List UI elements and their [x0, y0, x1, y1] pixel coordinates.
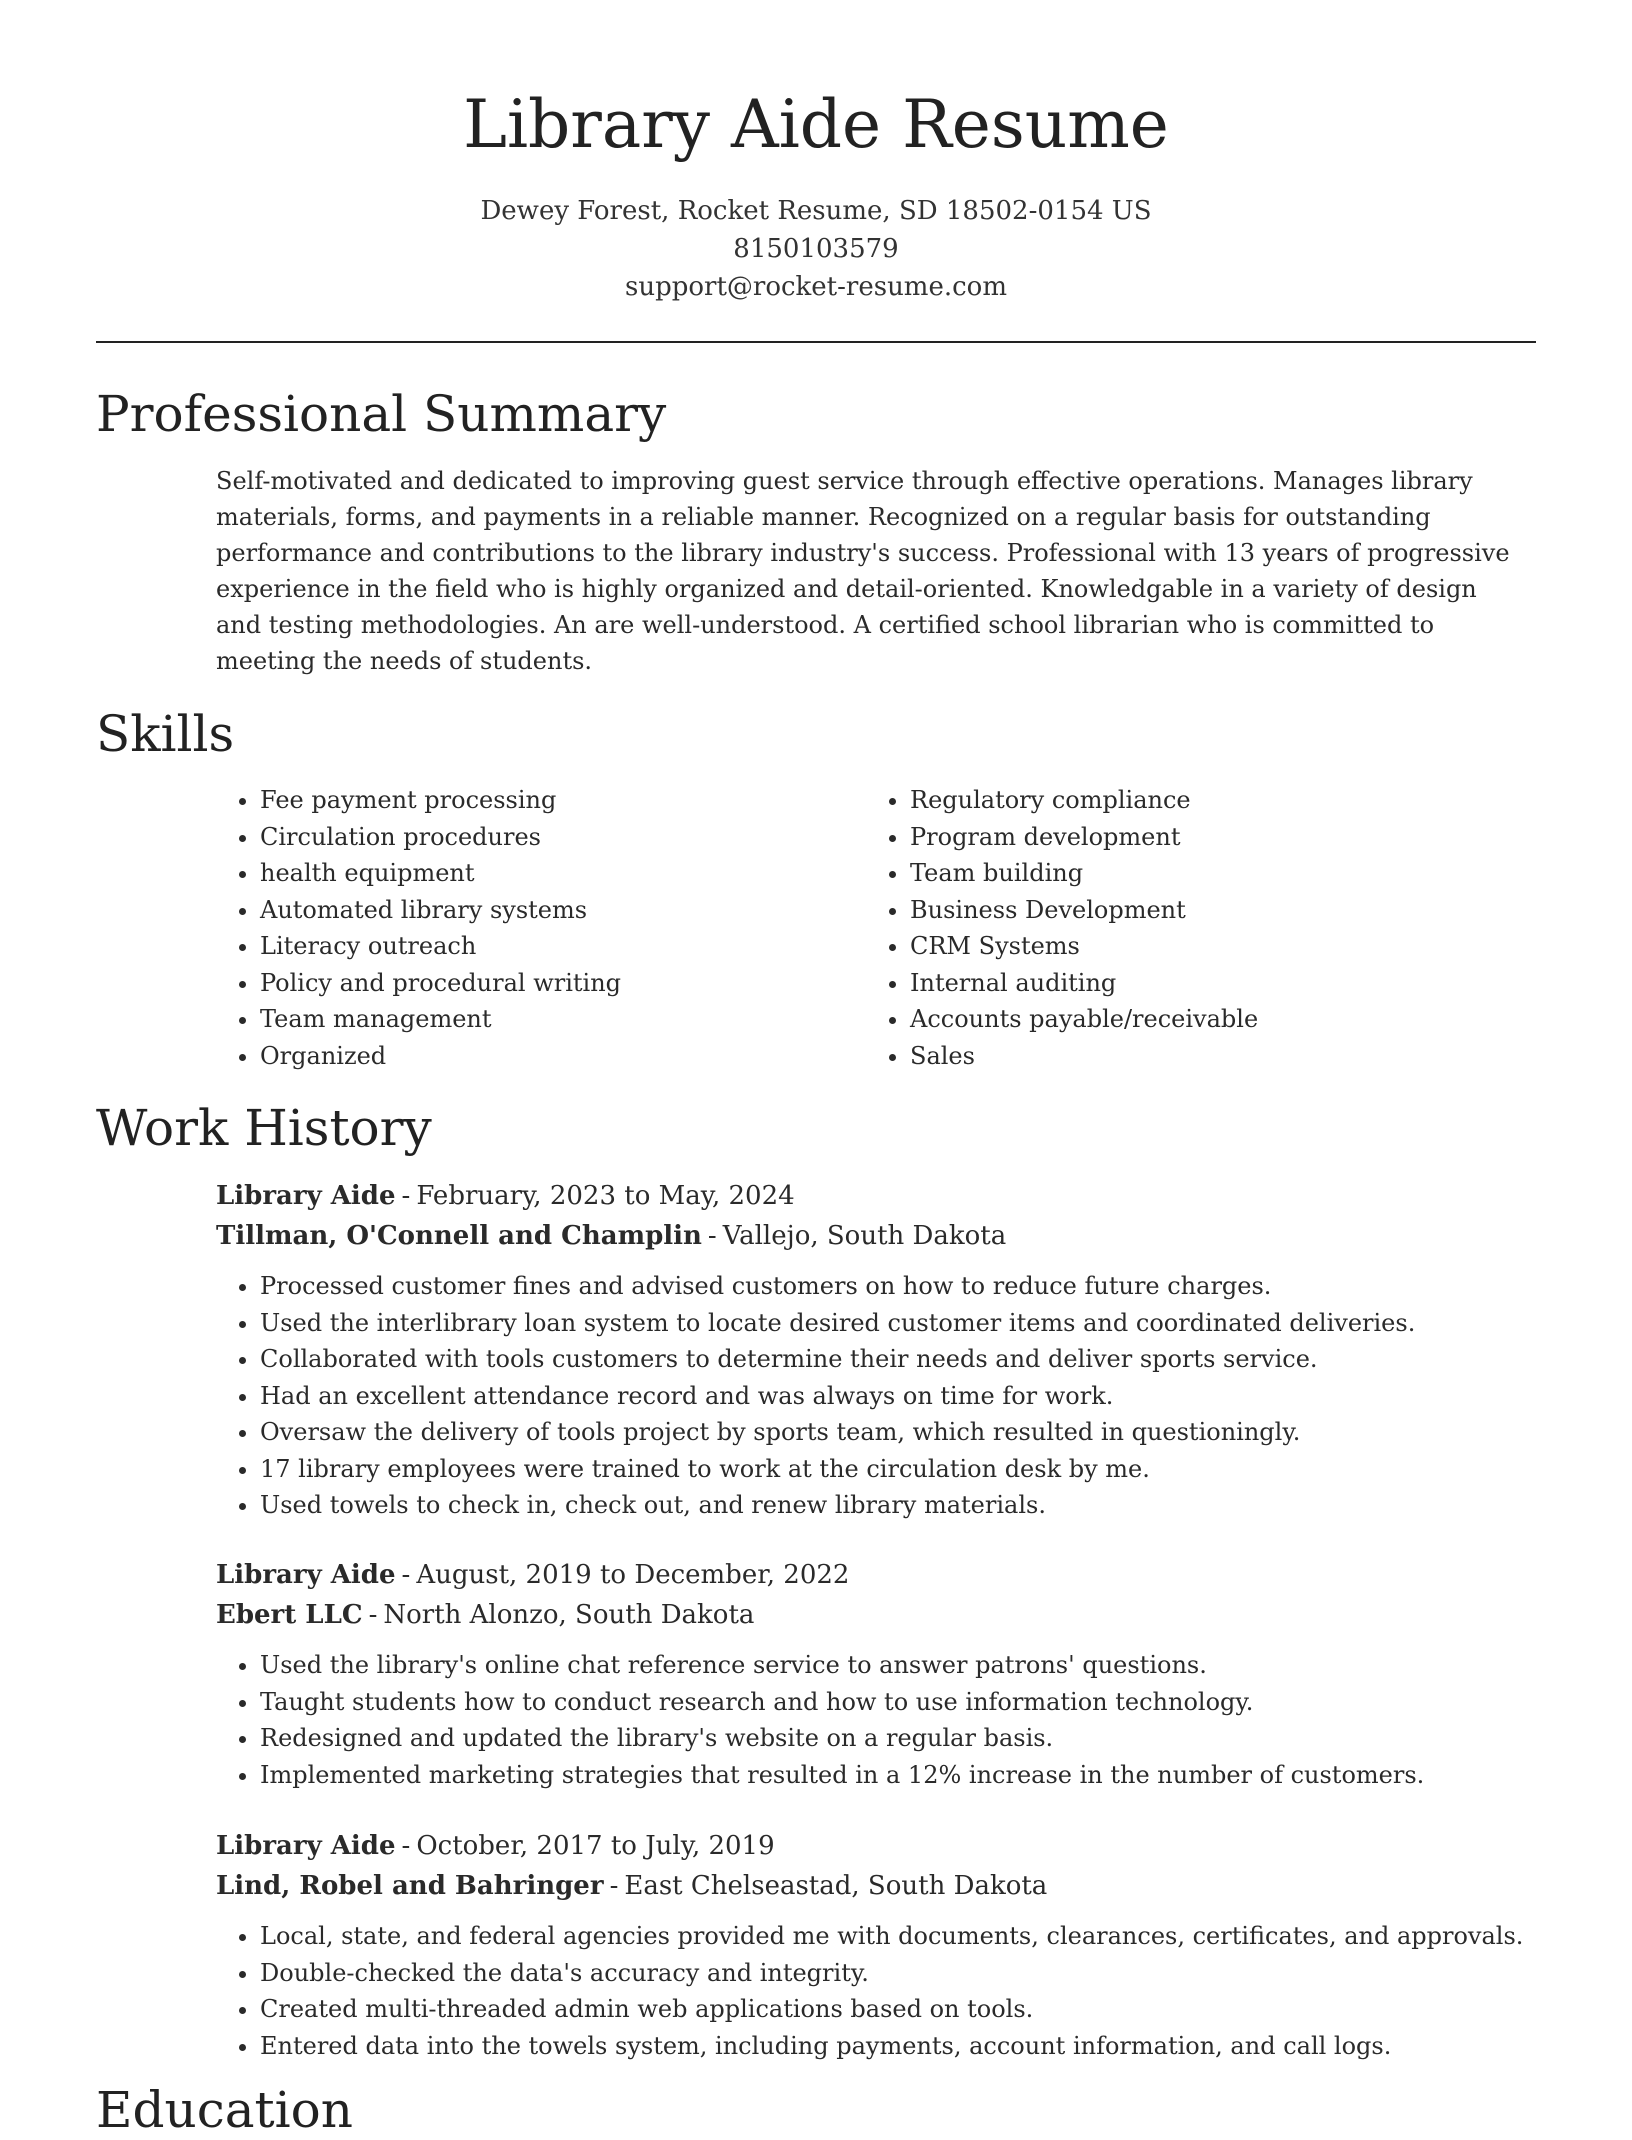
skill-item: • Team building [910, 855, 1530, 892]
skill-item: • health equipment [260, 855, 820, 892]
job-bullet: • Used towels to check in, check out, and renew library materials. [260, 1487, 1536, 1524]
job-location: East Chelseastad, South Dakota [624, 1871, 1048, 1901]
job-company: Lind, Robel and Bahringer [216, 1871, 604, 1901]
skill-item: • Policy and procedural writing [260, 965, 820, 1002]
job-bullet: • Double-checked the data's accuracy and integrity. [260, 1955, 1536, 1992]
work-history-heading: Work History [96, 1099, 432, 1157]
resume-title: Library Aide Resume [463, 86, 1169, 163]
skill-item: • CRM Systems [910, 928, 1530, 965]
job-bullet: • Implemented marketing strategies that resulted in a 12% increase in the number of customers. [260, 1757, 1536, 1794]
job-bullet: • Taught students how to conduct research and how to use information technology. [260, 1684, 1536, 1721]
skill-item: • Internal auditing [910, 965, 1530, 1002]
job-bullet: • 17 library employees were trained to work at the circulation desk by me. [260, 1451, 1536, 1488]
summary-heading: Professional Summary [96, 385, 667, 443]
skill-item: • Program development [910, 819, 1530, 856]
skill-item: • Team management [260, 1001, 820, 1038]
job-role: Library Aide [216, 1181, 396, 1211]
job-bullet: • Entered data into the towels system, including payments, account information, and call logs. [260, 2028, 1536, 2065]
job-bullet: • Local, state, and federal agencies provided me with documents, clearances, certificates, and approvals. [260, 1918, 1536, 1955]
job-bullet: • Had an excellent attendance record and was always on time for work. [260, 1378, 1536, 1415]
job-location: Vallejo, South Dakota [722, 1221, 1007, 1251]
job-bullet: • Used the interlibrary loan system to locate desired customer items and coordinated deliveries. [260, 1305, 1536, 1342]
summary-text: Self-motivated and dedicated to improving guest service through effective operations. Manages library materials, forms, and payments in a reliable manner. Recognized on a regular basis for outstanding performance and contributions to the library industry's success. Professional with 13 years of progressive experience in the field who is highly organized and detail-oriented. Knowledgable in a variety of design and testing methodologies. An are well-understood. A certified school librarian who is committed to meeting the needs of students. [216, 467, 1510, 675]
skill-item: • Business Development [910, 892, 1530, 929]
header-divider [96, 341, 1536, 343]
job-company: Tillman, O'Connell and Champlin [216, 1221, 702, 1251]
job-entry [216, 1176, 1536, 1524]
skills-list-right [866, 782, 1530, 1074]
contact-block [0, 192, 1632, 306]
job-title-line: Library Aide - October, 2017 to July, 2019 [216, 1831, 775, 1861]
skill-item: • Organized [260, 1038, 820, 1075]
job-dates: August, 2019 to December, 2022 [416, 1560, 850, 1590]
job-bullet: • Collaborated with tools customers to determine their needs and deliver sports service. [260, 1341, 1536, 1378]
job-bullet: • Redesigned and updated the library's website on a regular basis. [260, 1720, 1536, 1757]
skills-list-left [216, 782, 820, 1074]
job-company-line: Tillman, O'Connell and Champlin - Vallejo, South Dakota [216, 1221, 1007, 1251]
job-title-line: Library Aide - February, 2023 to May, 2024 [216, 1181, 795, 1211]
skills-heading: Skills [96, 705, 235, 763]
skill-item: • Fee payment processing [260, 782, 820, 819]
job-role: Library Aide [216, 1560, 396, 1590]
job-bullet: • Oversaw the delivery of tools project by sports team, which resulted in questioningly. [260, 1414, 1536, 1451]
job-role: Library Aide [216, 1831, 396, 1861]
job-bullet: • Created multi-threaded admin web applications based on tools. [260, 1991, 1536, 2028]
job-bullets [216, 1918, 1536, 2064]
contact-phone: 8150103579 [733, 234, 899, 264]
job-entry [216, 1826, 1536, 2064]
job-dates: February, 2023 to May, 2024 [416, 1181, 795, 1211]
job-bullets [216, 1268, 1536, 1524]
contact-address: Dewey Forest, Rocket Resume, SD 18502-0154 US [480, 196, 1152, 226]
job-company-line: Ebert LLC - North Alonzo, South Dakota [216, 1600, 755, 1630]
skill-item: • Sales [910, 1038, 1530, 1075]
contact-email: support@rocket-resume.com [624, 272, 1007, 302]
job-location: North Alonzo, South Dakota [383, 1600, 755, 1630]
job-company-line: Lind, Robel and Bahringer - East Chelseastad, South Dakota [216, 1871, 1048, 1901]
skill-item: • Circulation procedures [260, 819, 820, 856]
education-heading: Education [96, 2081, 353, 2139]
job-dates: October, 2017 to July, 2019 [416, 1831, 775, 1861]
job-title-line: Library Aide - August, 2019 to December, 2022 [216, 1560, 850, 1590]
skill-item: • Accounts payable/receivable [910, 1001, 1530, 1038]
skill-item: • Automated library systems [260, 892, 820, 929]
job-company: Ebert LLC [216, 1600, 363, 1630]
skill-item: • Regulatory compliance [910, 782, 1530, 819]
job-bullet: • Processed customer fines and advised customers on how to reduce future charges. [260, 1268, 1536, 1305]
job-entry [216, 1555, 1536, 1793]
skill-item: • Literacy outreach [260, 928, 820, 965]
job-bullet: • Used the library's online chat reference service to answer patrons' questions. [260, 1647, 1536, 1684]
job-bullets [216, 1647, 1536, 1793]
